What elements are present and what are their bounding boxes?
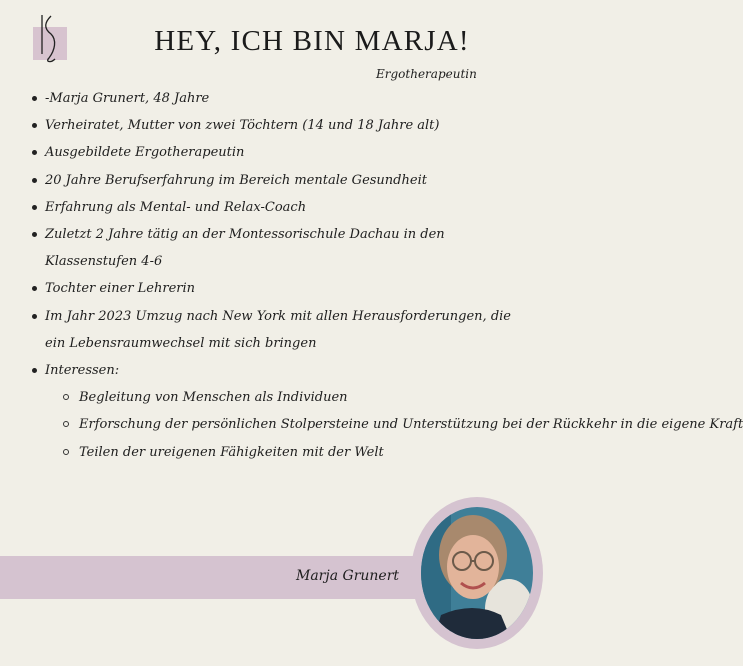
list-item: Verheiratet, Mutter von zwei Töchtern (14 und 18 Jahre alt): [45, 112, 523, 139]
list-item: Im Jahr 2023 Umzug nach New York mit allen Herausforderungen, die ein Lebensraumwechsel mit sich bringen: [45, 303, 521, 357]
page-subtitle: Ergotherapeutin: [376, 67, 477, 81]
list-item: Erfahrung als Mental- und Relax-Coach: [45, 194, 523, 221]
interests-list: [45, 384, 743, 466]
list-item: Zuletzt 2 Jahre tätig an der Montessorischule Dachau in den Klassenstufen 4-6: [45, 221, 521, 275]
list-item: -Marja Grunert, 48 Jahre: [45, 85, 523, 112]
list-item: Ausgebildete Ergotherapeutin: [45, 139, 523, 166]
ks-monogram-logo: [31, 12, 71, 64]
profile-list: [45, 85, 743, 466]
interest-item: Teilen der ureigenen Fähigkeiten mit der Welt: [79, 439, 519, 466]
footer-name: Marja Grunert: [296, 568, 400, 584]
page-title: HEY, ICH BIN MARJA!: [154, 25, 470, 57]
list-item: Tochter einer Lehrerin: [45, 275, 523, 302]
interest-item: Erforschung der persönlichen Stolpersteine und Unterstützung bei der Rückkehr in die eigene Kraft: [79, 411, 519, 438]
interest-item: Begleitung von Menschen als Individuen: [79, 384, 519, 411]
portrait-illustration: [411, 497, 543, 649]
portrait-photo: [411, 497, 543, 649]
interests-label: Interessen:: [45, 363, 120, 379]
logo-mark-icon: [31, 12, 71, 64]
list-item: 20 Jahre Berufserfahrung im Bereich mentale Gesundheit: [45, 167, 523, 194]
list-item-interests: [45, 357, 743, 466]
